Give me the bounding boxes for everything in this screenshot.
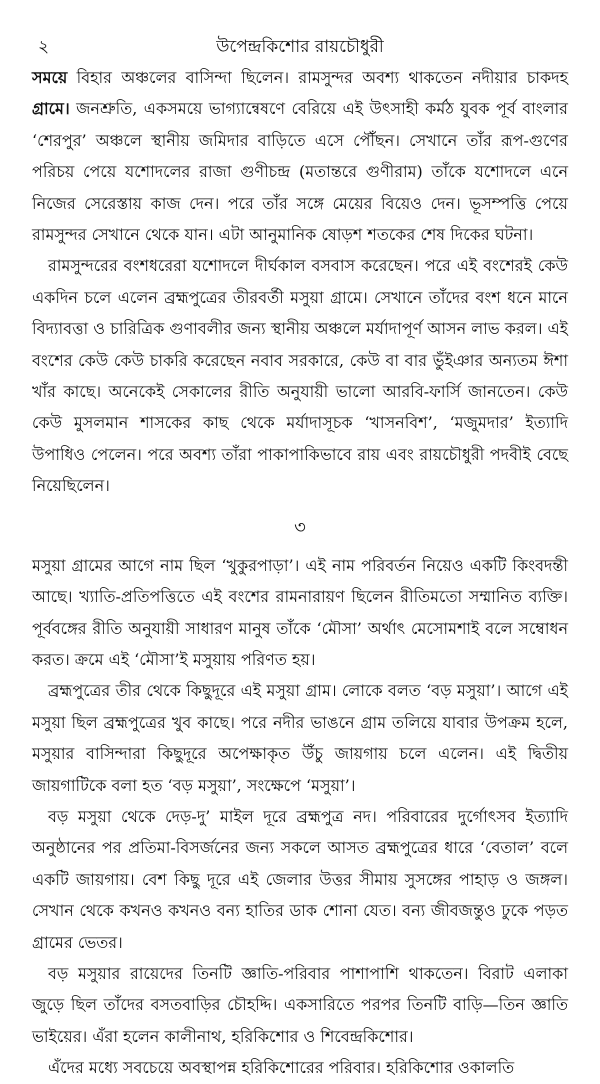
paragraph-2: রামসুন্দরের বংশধরেরা যশোদলে দীর্ঘকাল বসবাস করেছেন। পরে এই বংশেরই কেউ একদিন চলে এলেন ব্রহ্মপুত্রের তীরবর্তী মসুয়া গ্রামে। সেখানে তাঁদের বংশ ধনে মানে বিদ্যাবত্তা ও চারিত্রিক গুণাবলীর জন্য স্থানীয় অঞ্চলে মর্যাদাপূর্ণ আসন লাভ করল। এই বংশের কেউ কেউ চাকরি করেছেন নবাব সরকারে, কেউ বা বার ভুঁইঞার অন্যতম ঈশা খাঁর কাছে। অনেকেই সেকালের রীতি অনুযায়ী ভালো আরবি-ফার্সি জানতেন। কেউ কেউ মুসলমান শাসকের কাছ থেকে মর্যাদাসূচক ‘খাসনবিশ’, ‘মজুমদার’ ইত্যাদি উপাধিও পেলেন। পরে অবশ্য তাঁরা পাকাপাকিভাবে রায় এবং রায়চৌধুরী পদবীই বেছে নিয়েছিলেন। [32,256,568,496]
bold-lead-word: সময়ে [32,68,68,87]
paragraph-1 [32,62,568,250]
paragraph-3: মসুয়া গ্রামের আগে নাম ছিল ‘খুকুরপাড়া’। এই নাম পরিবর্তন নিয়েও একটি কিংবদন্তী আছে। খ্যাতি-প্রতিপত্তিতে এই বংশের রামনারায়ণ ছিলেন রীতিমতো সম্মানিত ব্যক্তি। পূর্ববঙ্গের রীতি অনুযায়ী সাধারণ মানুষ তাঁকে ‘মৌসা’ অর্থাৎ মেসোমশাই বলে সম্বোধন করত। ক্রমে এই ‘মৌসা’ই মসুয়ায় পরিণত হয়। [32,555,568,669]
paragraph-1-text-a: বিহার অঞ্চলের বাসিন্দা ছিলেন। রামসুন্দর অবশ্য থাকতেন নদীয়ার চাকদহ [67,68,568,87]
bold-word-village: গ্রামে। [32,99,70,119]
paragraph-1-text-b: জনশ্রুতি, একসময়ে ভাগ্যান্বেষণে বেরিয়ে এই উৎসাহী কর্মঠ যুবক পূর্ব বাংলার ‘শেরপুর’ অঞ্চলে স্থানীয় জমিদার বাড়িতে এসে পৌঁছন। সেখানে তাঁর রূপ-গুণের পরিচয় পেয়ে যশোদলের রাজা গুণীচন্দ্র (মতান্তরে গুণীরাম) তাঁকে যশোদলে এনে নিজের সেরেস্তায় কাজ দেন। পরে তাঁর সঙ্গে মেয়ের বিয়েও দেন। ভূসম্পত্তি পেয়ে রামসুন্দর সেখানে থেকে যান। এটা আনুমানিক ষোড়শ শতকের শেষ দিকের ঘটনা। [32,99,568,245]
paragraph-7: এঁদের মধ্যে সবচেয়ে অবস্থাপন্ন হরিকিশোরের পরিবার। হরিকিশোর ওকালতি [48,1058,515,1078]
paragraph-4: ব্রহ্মপুত্রের তীর থেকে কিছুদূরে এই মসুয়া গ্রাম। লোকে বলত ‘বড় মসুয়া’। আগে এই মসুয়া ছিল ব্রহ্মপুত্রের খুব কাছে। পরে নদীর ভাঙনে গ্রাম তলিয়ে যাবার উপক্রম হলে, মসুয়ার বাসিন্দারা কিছুদূরে অপেক্ষাকৃত উঁচু জায়গায় চলে এলেন। এই দ্বিতীয় জায়গাটিকে বলা হত ‘বড় মসুয়া’, সংক্ষেপে ‘মসুয়া’। [32,681,568,795]
running-title: উপেন্দ্রকিশোর রায়চৌধুরী [216,37,384,57]
section-number: ৩ [294,516,306,538]
paragraph-5: বড় মসুয়া থেকে দেড়-দু’ মাইল দূরে ব্রহ্মপুত্র নদ। পরিবারের দুর্গোৎসব ইত্যাদি অনুষ্ঠানের পর প্রতিমা-বিসর্জনের জন্য সকলে আসত ব্রহ্মপুত্রের ধারে ‘বেতাল’ বলে একটি জায়গায়। বেশ কিছু দূরে এই জেলার উত্তর সীমায় সুসঙ্গের পাহাড় ও জঙ্গল। সেখান থেকে কখনও কখনও বন্য হাতির ডাক শোনা যেত। বন্য জীবজন্তুও ঢুকে পড়ত গ্রামের ভেতর। [32,806,568,952]
paragraph-6: বড় মসুয়ার রায়েদের তিনটি জ্ঞাতি-পরিবার পাশাপাশি থাকতেন। বিরাট এলাকা জুড়ে ছিল তাঁদের বসতবাড়ির চৌহদ্দি। একসারিতে পরপর তিনটি বাড়ি—তিন জ্ঞাতি ভাইয়ের। এঁরা হলেন কালীনাথ, হরিকিশোর ও শিবেন্দ্রকিশোর। [32,963,568,1046]
running-header [32,26,568,62]
page-number: ২ [38,37,50,57]
